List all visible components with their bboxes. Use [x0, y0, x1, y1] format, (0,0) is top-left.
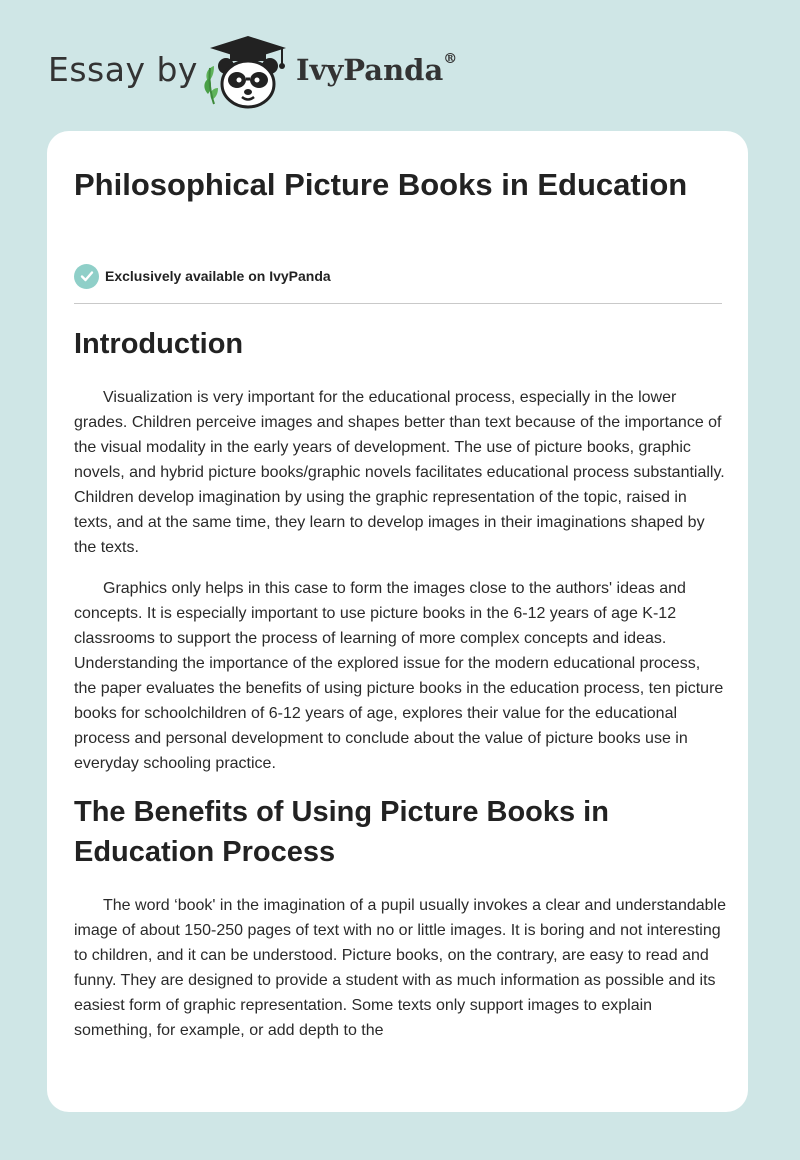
section-heading-introduction: Introduction: [74, 328, 244, 360]
paragraph: The word ‘book' in the imagination of a pupil usually invokes a clear and understandable image of about 150-250 pages of text with no or little images. It is boring and not interesting to children, and it can be understood. Picture books, on the contrary, are easy to read and funny. They are designed to provide a student with as much information as possible and its easiest form of graphic representation. Some texts only support images to explain something, for example, or add depth to the: [74, 897, 726, 1039]
site-header: [0, 0, 800, 130]
paragraph: Visualization is very important for the educational process, especially in the lower grades. Children perceive images and shapes better than text because of the importance of the visual modality in the early years of development. The use of picture books, graphic novels, and hybrid picture books/graphic novels facilitates educational process substantially. Children develop imagination by using the graphic representation of the topic, raised in texts, and at the same time, they learn to develop images in their imaginations shaped by the texts.: [74, 389, 725, 556]
paragraph: Graphics only helps in this case to form the images close to the authors' ideas and concepts. It is especially important to use picture books in the 6-12 years of age K-12 classrooms to support the process of learning of more complex concepts and ideas. Understanding the importance of the explored issue for the modern educational process, the paper evaluates the benefits of using picture books in the education process, ten picture books for schoolchildren of 6-12 years of age, explores their value for the educational process and personal development to conclude about the value of picture books use in everyday schooling practice.: [74, 580, 724, 772]
panda-graduate-icon[interactable]: [200, 34, 296, 110]
registered-mark: ®: [443, 51, 458, 67]
badge-text: Exclusively available on IvyPanda: [105, 268, 331, 284]
brand-name-text: IvyPanda: [296, 53, 444, 87]
essay-card: [47, 131, 748, 1112]
brand-prefix: Essay by: [48, 50, 198, 89]
divider: [74, 303, 722, 304]
section-heading-benefits: The Benefits of Using Picture Books in Education Process: [74, 796, 609, 868]
brand-name[interactable]: [296, 53, 457, 87]
check-icon: [74, 264, 99, 289]
exclusive-badge: [74, 263, 331, 289]
page-title: Philosophical Picture Books in Education: [74, 167, 688, 202]
